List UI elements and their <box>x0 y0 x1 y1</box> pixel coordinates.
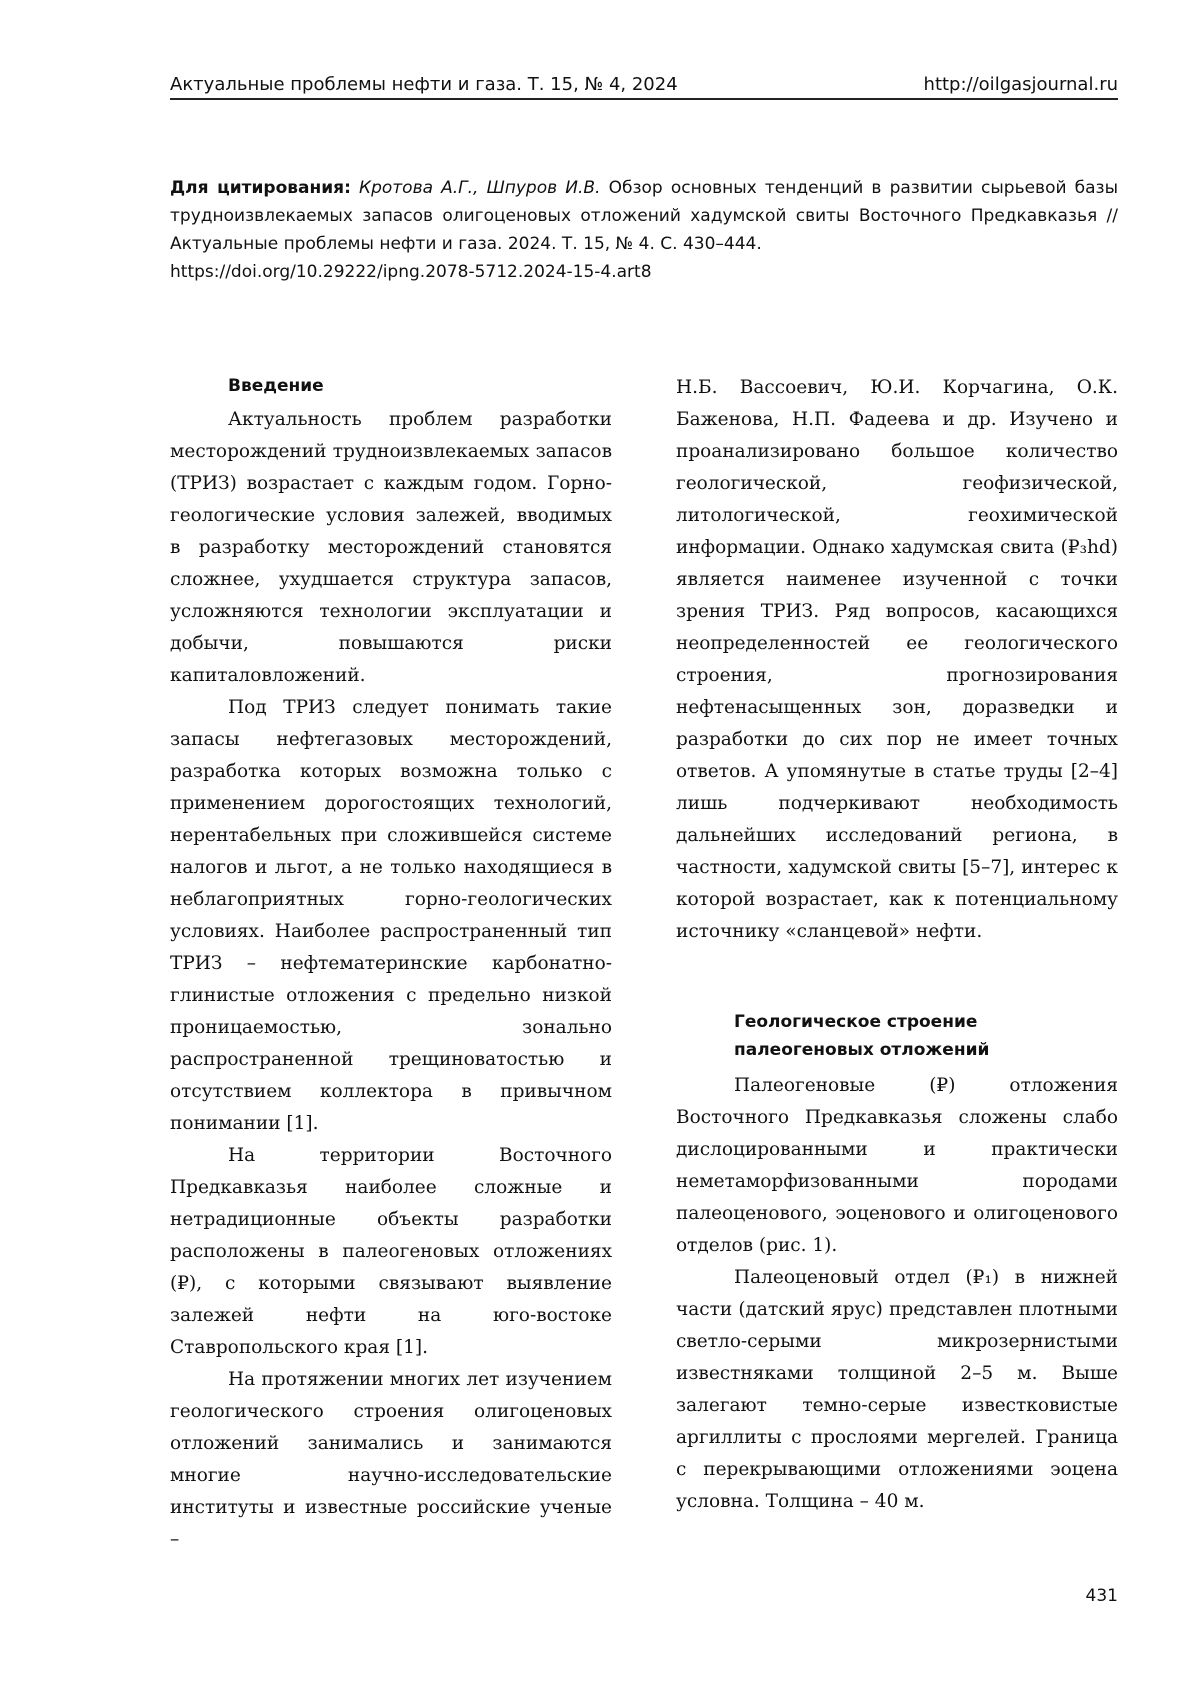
section-title-introduction: Введение <box>228 376 324 396</box>
paragraph: Палеогеновые (₽) отложения Восточного Предкавказья сложены слабо дислоцированными и практически неметаморфизованными породами палеоценового, эоценового и олигоценового отделов (рис. 1). <box>676 1075 1118 1256</box>
section-title-geology <box>734 1008 1118 1064</box>
citation-authors: Кротова А.Г., Шпуров И.В. <box>359 178 601 198</box>
paragraph-continuation: Н.Б. Вассоевич, Ю.И. Корчагина, О.К. Баженова, Н.П. Фадеева и др. Изучено и проанализировано большое количество геологической, геофизической, литологической, геохимической информации. Однако хадумская свита (₽₃hd) является наименее изученной с точки зрения ТРИЗ. Ряд вопросов, касающихся неопределенностей ее геологического строения, прогнозирования нефтенасыщенных зон, доразведки и разработки до сих пор не имеет точных ответов. А упомянутые в статье труды [2–4] лишь подчеркивают необходимость дальнейших исследований региона, в частности, хадумской свиты [5–7], интерес к которой возрастает, как к потенциальному источнику «сланцевой» нефти. <box>676 377 1118 942</box>
running-header <box>170 74 1118 100</box>
left-column <box>170 372 612 1556</box>
page-number: 431 <box>1085 1586 1118 1606</box>
journal-title: Актуальные проблемы нефти и газа. Т. 15, № 4, 2024 <box>170 74 678 95</box>
citation-text: Обзор основных тенденций в развитии сырьевой базы трудноизвлекаемых запасов олигоценовых отложений хадумской свиты Восточного Предкавказья // Актуальные проблемы нефти и газа. 2024. Т. 15, № 4. С. 430–444. <box>170 178 1119 254</box>
paragraph: Палеоценовый отдел (₽₁) в нижней части (датский ярус) представлен плотными светло-серыми микрозернистыми известняками толщиной 2–5 м. Выше залегают темно-серые известковистые аргиллиты с прослоями мергелей. Граница с перекрывающими отложениями эоцена условна. Толщина – 40 м. <box>676 1267 1118 1512</box>
paragraph: Под ТРИЗ следует понимать такие запасы нефтегазовых месторождений, разработка которых возможна только с применением дорогостоящих технологий, нерентабельных при сложившейся системе налогов и льгот, а не только находящиеся в неблагоприятных горно-геологических условиях. Наиболее распространенный тип ТРИЗ – нефтематеринские карбонатно-глинистые отложения с предельно низкой проницаемостью, зонально распространенной трещиноватостью и отсутствием коллектора в привычном понимании [1]. <box>170 697 612 1134</box>
citation-label: Для цитирования: <box>170 178 351 198</box>
citation-doi-link[interactable]: https://doi.org/10.29222/ipng.2078-5712.2024-15-4.art8 <box>170 262 652 282</box>
citation-block <box>170 174 1118 286</box>
paragraph: На территории Восточного Предкавказья наиболее сложные и нетрадиционные объекты разработки расположены в палеогеновых отложениях (₽), с которыми связывают выявление залежей нефти на юго-востоке Ставропольского края [1]. <box>170 1145 612 1358</box>
journal-url[interactable]: http://oilgasjournal.ru <box>923 74 1118 95</box>
section-title-line: Геологическое строение <box>734 1012 978 1032</box>
paragraph: На протяжении многих лет изучением геологического строения олигоценовых отложений занимались и занимаются многие научно-исследовательские институты и известные российские ученые – <box>170 1369 612 1550</box>
right-column <box>676 372 1118 1518</box>
section-title-line: палеогеновых отложений <box>734 1040 990 1060</box>
paragraph: Актуальность проблем разработки месторождений трудноизвлекаемых запасов (ТРИЗ) возрастает с каждым годом. Горно-геологические условия залежей, вводимых в разработку месторождений становятся сложнее, ухудшается структура запасов, усложняются технологии эксплуатации и добычи, повышаются риски капиталовложений. <box>170 409 612 686</box>
